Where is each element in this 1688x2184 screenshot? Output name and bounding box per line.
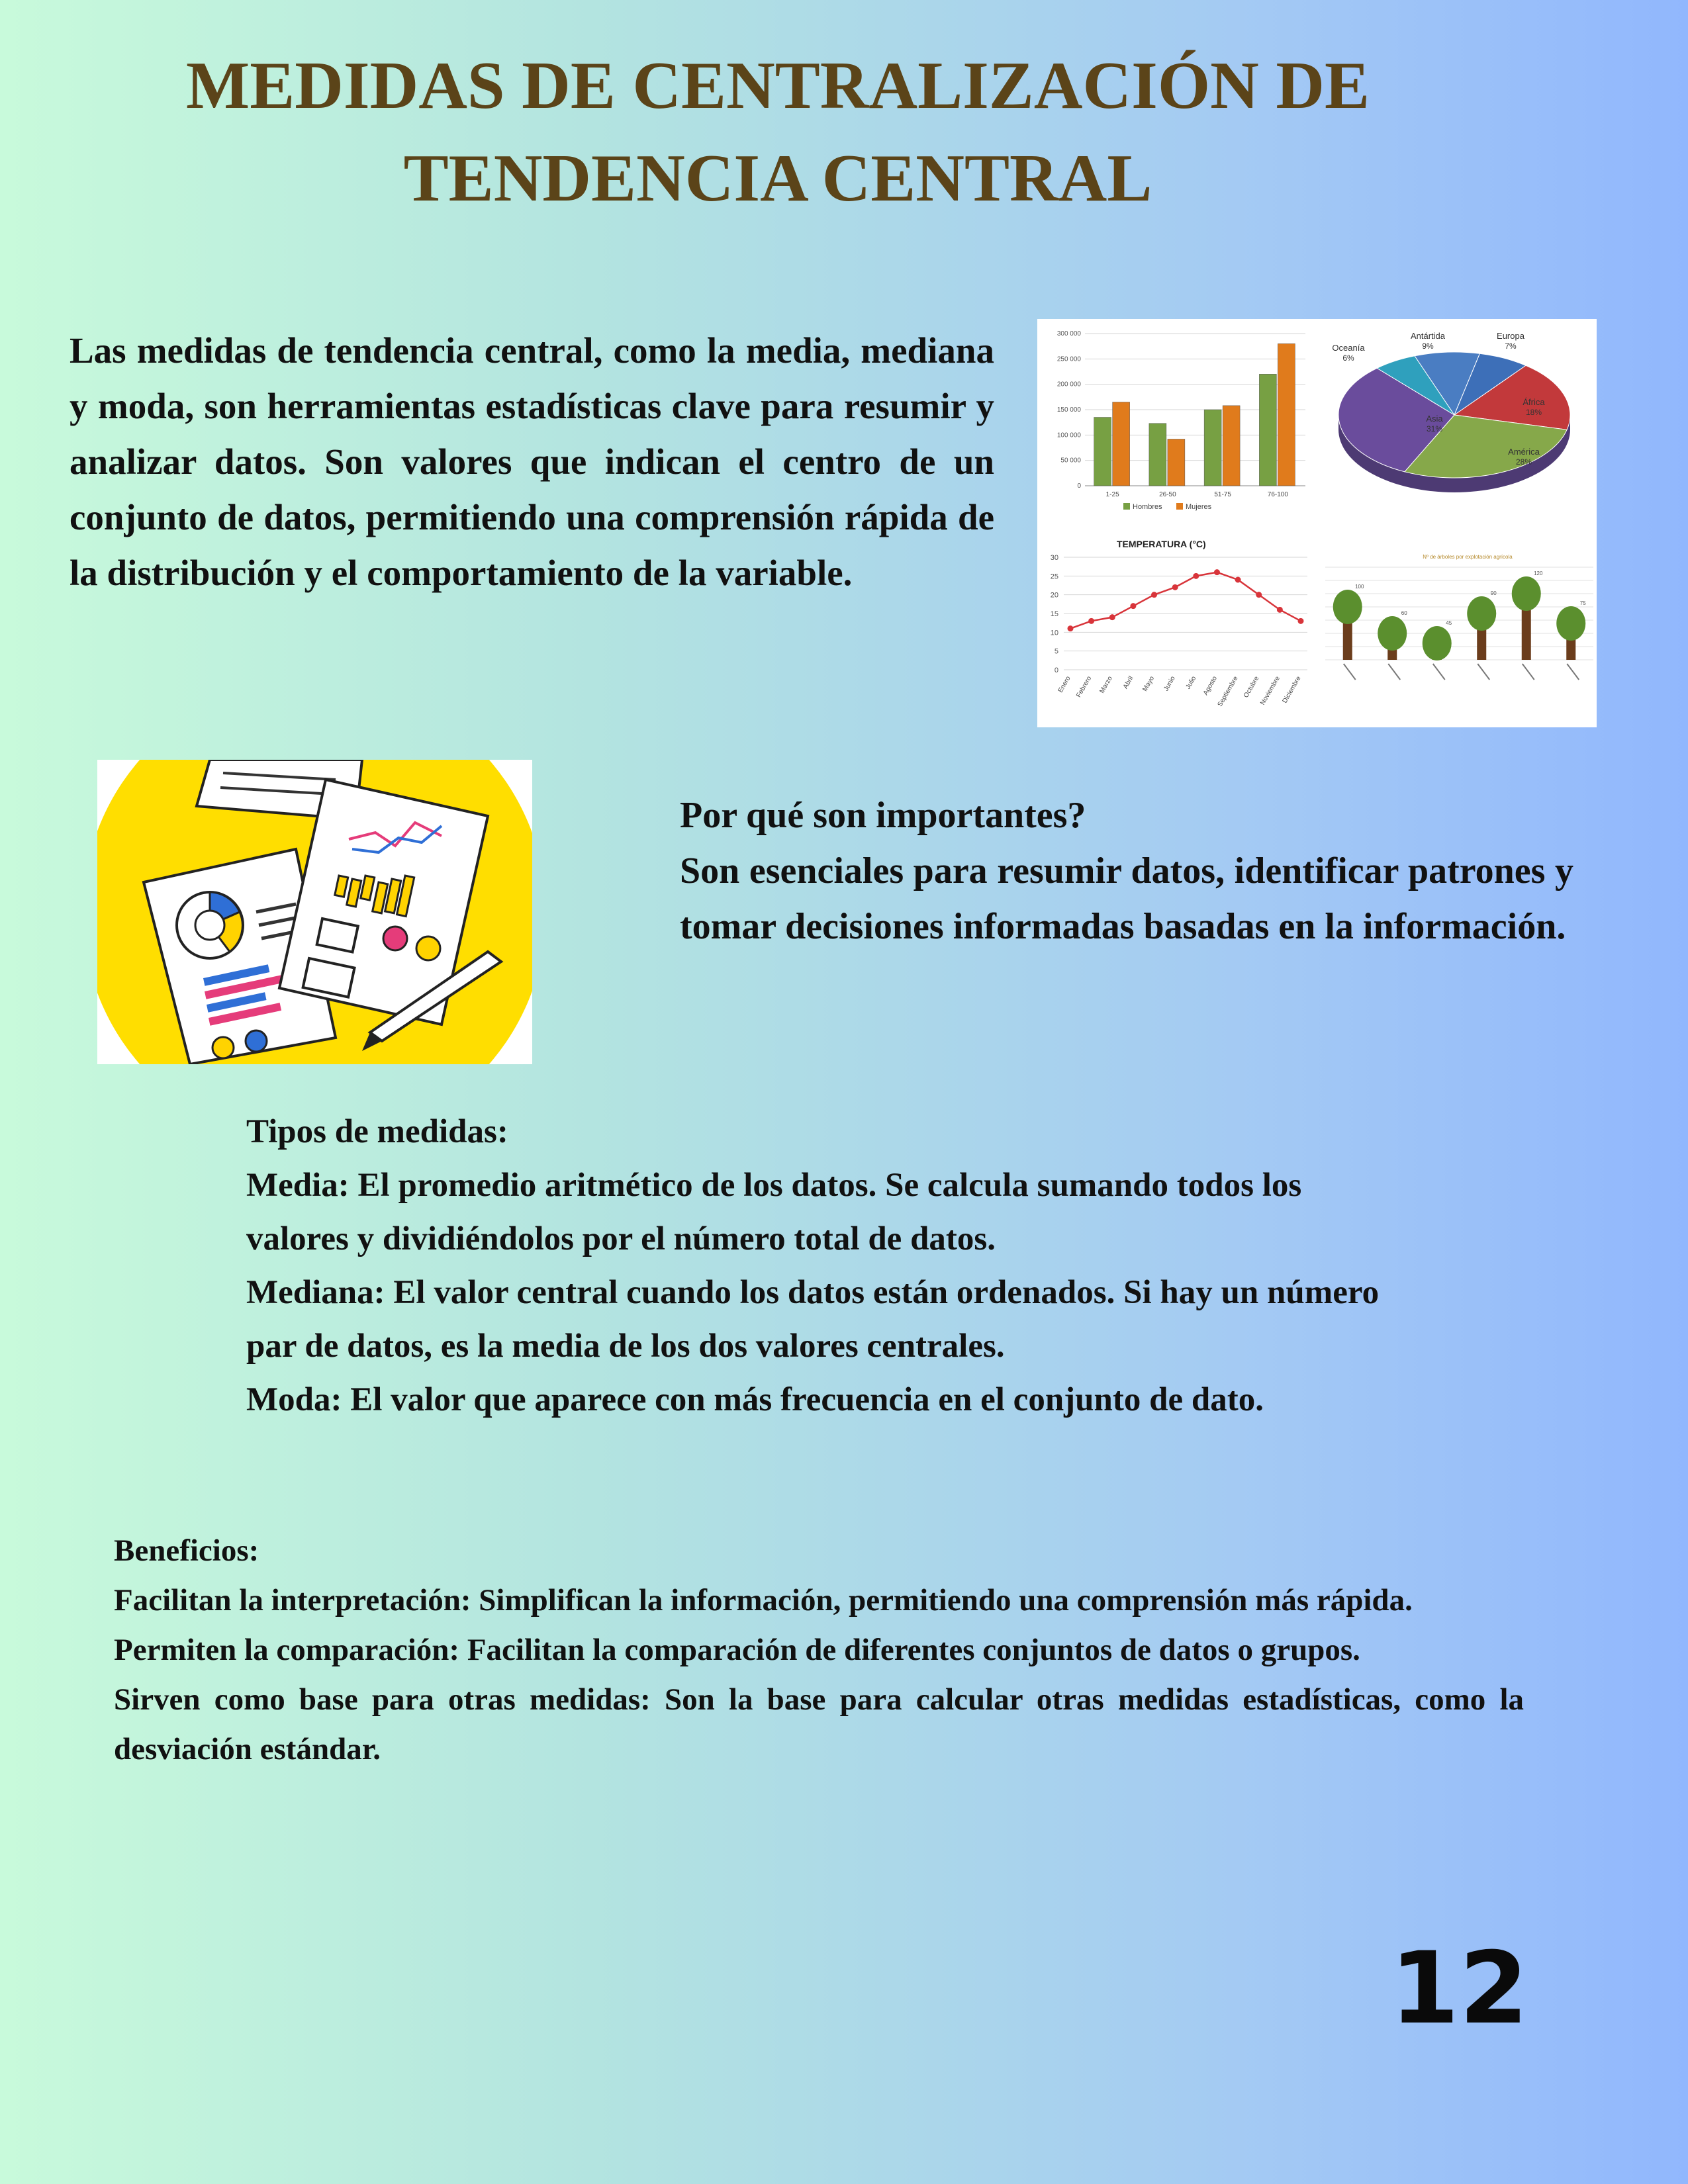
line-x-tick-label: Junio [1162,675,1177,693]
bar-x-tick-label: 76-100 [1267,491,1288,498]
pie-label: Asia [1426,414,1443,424]
benefit-base: Sirven como base para otras medidas: Son la base para calcular otras medidas estadísticas, como la desviación estándar. [114,1682,1524,1766]
bar [1259,374,1276,486]
temperature-point [1172,584,1178,590]
line-x-tick-label: Agosto [1201,675,1219,697]
line-x-tick-label: Enero [1056,675,1072,694]
tree-data-label: 75 [1579,600,1586,606]
temperature-point [1277,607,1283,613]
temperature-point [1256,592,1262,598]
tree-crown [1512,576,1541,611]
benefits-heading: Beneficios: [114,1533,259,1568]
line-y-tick-label: 5 [1054,647,1058,656]
line-x-tick-label: Abril [1121,675,1135,690]
temperature-point [1088,618,1094,624]
tree-crown [1467,596,1496,631]
continents-pie-chart [1332,331,1570,492]
tree-crown [1378,616,1407,651]
tree-x-tick [1523,664,1534,680]
pie-percent-label: 18% [1525,408,1542,417]
mediana-definition: Mediana: El valor central cuando los datos están ordenados. Si hay un número par de datos, es la media de los dos valores centrales. [246,1274,1380,1365]
bar-legend-swatch [1176,503,1183,510]
tree-crown [1556,606,1585,641]
tree-data-label: 90 [1490,590,1497,596]
line-y-tick-label: 20 [1050,591,1058,600]
tree-x-tick [1433,664,1445,680]
bar [1113,402,1130,486]
tree-chart-title: Nº de árboles por explotación agrícola [1423,554,1513,560]
pie-percent-label: 6% [1342,353,1354,363]
tree-data-label: 60 [1401,610,1407,616]
line-x-tick-label: Julio [1184,675,1198,691]
why-heading: Por qué son importantes? [680,795,1086,836]
bar-y-tick-label: 50 000 [1060,457,1081,465]
tree-x-tick [1477,664,1489,680]
line-y-tick-label: 0 [1054,666,1058,674]
bar-legend-label: Mujeres [1186,503,1212,511]
pie-percent-label: 28% [1515,457,1532,467]
bar-y-tick-label: 100 000 [1056,432,1081,439]
temperature-point [1193,573,1199,579]
pie-percent-label: 31% [1426,424,1443,433]
bar-y-tick-label: 200 000 [1056,381,1081,388]
tree-x-tick [1344,664,1356,680]
bar [1168,439,1185,486]
bar-x-tick-label: 1-25 [1105,491,1119,498]
temperature-point [1298,618,1304,624]
bar-x-tick-label: 26-50 [1159,491,1176,498]
page-title: MEDIDAS DE CENTRALIZACIÓN DE TENDENCIA CENTRAL [185,48,1370,216]
documents-illustration-svg [97,760,532,1064]
bar-y-tick-label: 250 000 [1056,355,1081,363]
types-section [246,1105,1385,1427]
tree-crown [1423,626,1452,660]
temperature-line [1070,572,1301,629]
line-x-tick-label: Marzo [1098,675,1114,695]
bar [1204,410,1221,486]
temperature-line-chart [1051,539,1307,708]
population-bar-chart [1057,330,1305,511]
temperature-point [1214,569,1220,575]
line-x-tick-label: Diciembre [1281,675,1303,705]
tree-crown [1333,590,1362,624]
pie-label: África [1523,397,1545,407]
benefits-section [114,1526,1524,1774]
tree-data-label: 120 [1534,570,1543,576]
pie-label: Antártida [1410,331,1446,341]
moda-definition: Moda: El valor que aparece con más frecuencia en el conjunto de dato. [246,1381,1264,1418]
line-y-tick-label: 25 [1050,572,1058,581]
tree-x-tick [1567,664,1579,680]
line-x-tick-label: Febrero [1075,675,1094,699]
line-x-tick-label: Noviembre [1259,675,1282,707]
line-y-tick-label: 15 [1050,610,1058,618]
bar-legend-label: Hombres [1133,503,1162,511]
bar-y-tick-label: 0 [1077,482,1081,490]
documents-illustration [97,760,532,1064]
pie-percent-label: 9% [1422,341,1434,351]
temperature-point [1068,625,1074,631]
line-chart-title: TEMPERATURA (°C) [1117,539,1206,549]
bar-y-tick-label: 150 000 [1056,406,1081,414]
bar-x-tick-label: 51-75 [1214,491,1231,498]
pie-label: Oceanía [1332,343,1365,353]
pie-percent-label: 7% [1505,341,1517,351]
trees-pictogram-chart [1325,554,1593,680]
pie-label: Europa [1497,331,1524,341]
why-body: Son esenciales para resumir datos, identificar patrones y tomar decisiones informadas basadas en la información. [680,850,1573,947]
why-important-section [680,788,1573,954]
line-x-tick-label: Septiembre [1216,675,1240,708]
temperature-point [1109,614,1115,620]
intro-paragraph: Las medidas de tendencia central, como la media, mediana y moda, son herramientas estadísticas clave para resumir y analizar datos. Son valores que indican el centro de un conjunto de datos, permitiendo una comprensión rápida de la distribución y el comportamiento de la variable. [70,330,994,593]
temperature-point [1151,592,1157,598]
bar [1149,424,1166,486]
bar [1278,343,1295,486]
bar-y-tick-label: 300 000 [1056,330,1081,338]
page-number: 12 [1390,1931,1528,2046]
line-x-tick-label: Mayo [1141,675,1156,693]
bar-legend-swatch [1123,503,1130,510]
pie-label: América [1508,447,1540,457]
benefit-interpretation: Facilitan la interpretación: Simplifican la información, permitiendo una comprensión más rápida. [114,1583,1413,1617]
temperature-point [1130,603,1136,609]
types-heading: Tipos de medidas: [246,1113,508,1150]
charts-collage-image [1037,319,1597,727]
tree-x-tick [1388,664,1400,680]
line-y-tick-label: 10 [1050,629,1058,637]
benefit-comparison: Permiten la comparación: Facilitan la comparación de diferentes conjuntos de datos o grupos. [114,1633,1360,1667]
bar [1094,418,1111,486]
line-x-tick-label: Octubre [1243,675,1261,700]
tree-data-label: 100 [1355,584,1364,590]
tree-data-label: 45 [1446,620,1452,626]
temperature-point [1235,577,1241,583]
bar [1223,406,1240,486]
charts-collage-svg [1037,319,1597,727]
media-definition: Media: El promedio aritmético de los datos. Se calcula sumando todos los valores y dividiéndolos por el número total de datos. [246,1167,1302,1257]
line-y-tick-label: 30 [1050,554,1058,562]
